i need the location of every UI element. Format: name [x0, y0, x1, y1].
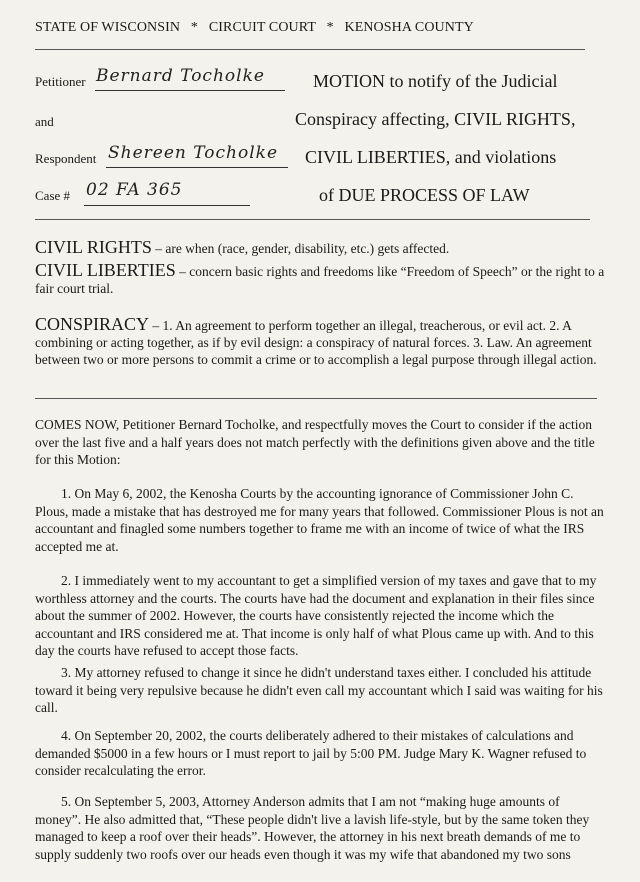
civil-rights-term: CIVIL RIGHTS — [35, 237, 152, 257]
paragraph-3: 3. My attorney refused to change it since he didn't understand taxes either. I concluded his attitude toward it being very repulsive because he didn't even call my accountant which I said was waiting for his call. — [35, 665, 603, 715]
respondent-label: Respondent — [35, 151, 97, 166]
case-underline — [84, 205, 250, 206]
court-name: CIRCUIT COURT — [208, 20, 316, 35]
civil-rights-text: – are when (race, gender, disability, etc.) gets affected. — [155, 241, 450, 256]
civil-liberties-definition — [35, 262, 607, 297]
header-rule — [35, 49, 585, 50]
motion-title-line-1: MOTION to notify of the Judicial — [313, 71, 558, 91]
county-name: KENOSHA COUNTY — [344, 20, 474, 35]
conspiracy-text: – 1. An agreement to perform together an illegal, treacherous, or evil act. 2. A combining or acting together, as if by evil design: a conspiracy of natural forces. 3. Law. An agreement between two or more persons to commit a crime or to accomplish a legal purpose through illegal action. — [35, 318, 597, 367]
respondent-underline — [106, 167, 288, 168]
and-label: and — [35, 114, 54, 129]
petitioner-label: Petitioner — [35, 74, 86, 89]
case-number: 02 FA 365 — [86, 180, 183, 200]
paragraph-2: 2. I immediately went to my accountant to get a simplified version of my taxes and gave that to my worthless attorney and the courts. The courts have had the document and explanation in their files since about the summer of 2002. However, the courts have consistently rejected the income which the accountant and IRS considered me at. That income is only half of what Plous came up with. And to this day the courts have refused to accept those facts. — [35, 573, 597, 658]
caption-rule — [35, 219, 590, 220]
paragraph-5: 5. On September 5, 2003, Attorney Anderson admits that I am not “making huge amounts of money”. He also admitted that, “These people didn't live a lavish life-style, but by the same token they managed to keep a roof over their heads”. However, the attorney in his next breath demands of me to supply suddenly two roofs over our heads even though it was my wife that abandoned my two sons — [35, 794, 590, 862]
state-name: STATE OF WISCONSIN — [35, 20, 181, 35]
civil-liberties-term: CIVIL LIBERTIES — [35, 260, 176, 280]
court-header — [35, 20, 474, 36]
respondent-name: Shereen Tocholke — [108, 143, 279, 163]
civil-rights-definition — [35, 239, 607, 257]
case-label: Case # — [35, 188, 71, 203]
civil-liberties-text: – concern basic rights and freedoms like “Freedom of Speech” or the right to a fair court trial. — [35, 264, 605, 296]
header-separator: * — [190, 20, 199, 35]
conspiracy-definition — [35, 316, 607, 368]
petitioner-underline — [95, 90, 285, 91]
motion-title-line-3: CIVIL LIBERTIES, and violations — [305, 147, 557, 167]
paragraph-4: 4. On September 20, 2002, the courts deliberately adhered to their mistakes of calculations and demanded $5000 in a few hours or I must report to jail by 5:00 PM. Judge Mary K. Wagner refused to consider recalculating the error. — [35, 728, 587, 778]
intro-paragraph: COMES NOW, Petitioner Bernard Tocholke, and respectfully moves the Court to consider if the action over the last five and a half years does not match perfectly with the definitions given above and the title for this Motion: — [35, 417, 595, 467]
paragraph-1: 1. On May 6, 2002, the Kenosha Courts by the accounting ignorance of Commissioner John C. Plous, made a mistake that has destroyed me for many years that followed. Commissioner Plous is not an accountant and finagled some numbers together to frame me with an income of twice of what the IRS accepted me at. — [35, 486, 604, 554]
conspiracy-term: CONSPIRACY — [35, 314, 150, 334]
motion-title-line-2: Conspiracy affecting, CIVIL RIGHTS, — [295, 109, 576, 129]
definitions-rule — [35, 398, 597, 399]
petitioner-name: Bernard Tocholke — [96, 66, 265, 86]
motion-title-line-4: of DUE PROCESS OF LAW — [319, 185, 530, 205]
header-separator: * — [326, 20, 334, 35]
